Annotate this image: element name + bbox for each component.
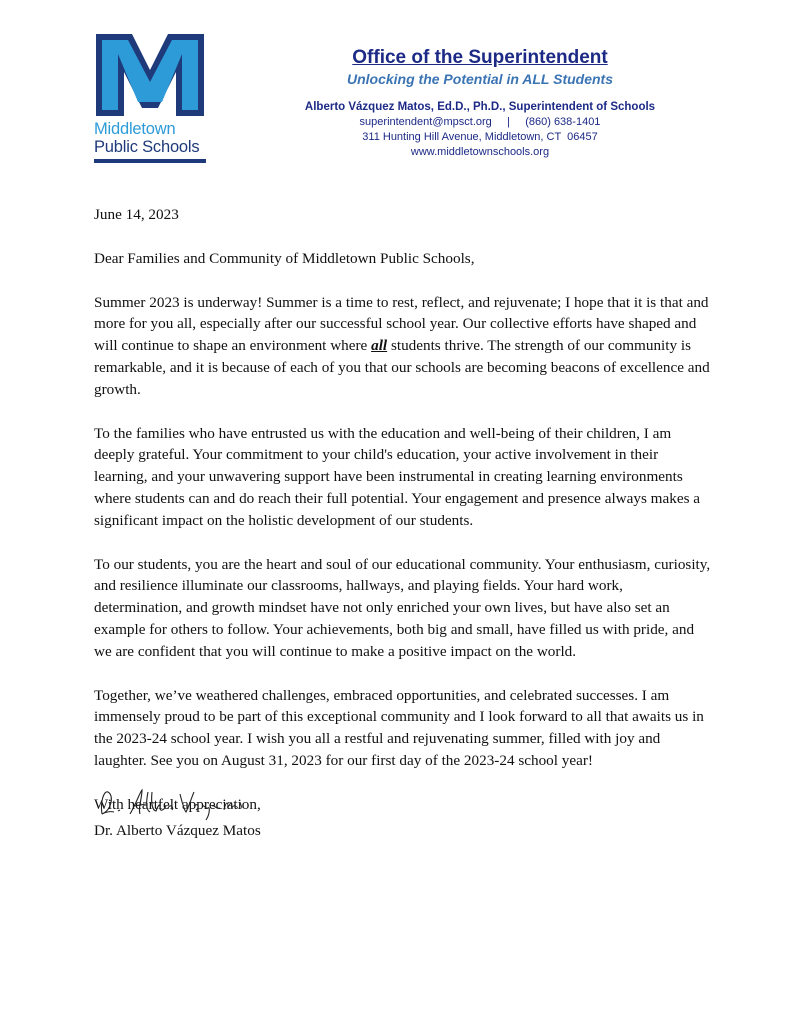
paragraph-3: To our students, you are the heart and soul of our educational community. Your enthusiasm, curiosity, and resilience illuminate our classrooms, hallways, and playing fields. Your hard work, determination, and growth mindset have not only enriched your own lives, but have also set an example for others to follow. Your achievements, both big and small, have filled us with pride, and we are confident that you will continue to make a positive impact on the world. <box>94 555 711 660</box>
paragraph-4: Together, we’ve weathered challenges, embraced opportunities, and celebrated successes. I am immensely proud to be part of this exceptional community and I look forward to all that awaits us in the 2023-24 school year. I wish you all a restful and rejuvenating summer, filled with joy and laughter. See you on August 31, 2023 for our first day of the 2023-24 school year! <box>94 686 704 769</box>
email-phone: superintendent@mpsct.org | (860) 638-1401 <box>359 116 601 128</box>
district-logo <box>94 32 208 163</box>
letter-date: June 14, 2023 <box>94 206 179 223</box>
paragraph-1 <box>94 292 714 401</box>
p1-text-b: students thrive. The strength of our community is remarkable, and it is because of each of you that our schools are becoming beacons of excellence and growth. <box>94 337 710 398</box>
m-logo-icon <box>94 32 206 118</box>
superintendent-name: Alberto Vázquez Matos, Ed.D., Ph.D., Superintendent of Schools <box>304 101 656 113</box>
logo-line-1: Middletown <box>94 120 176 138</box>
logo-underline <box>94 159 206 163</box>
signature-name: Dr. Alberto Vázquez Matos <box>94 822 261 839</box>
letter-body <box>94 204 714 820</box>
closing: With heartfelt appreciation, <box>94 795 261 813</box>
salutation: Dear Families and Community of Middletown Public Schools, <box>94 249 475 267</box>
letterhead <box>250 46 710 160</box>
tagline: Unlocking the Potential in ALL Students <box>346 71 613 87</box>
p1-emphasis: all <box>371 337 388 355</box>
handwritten-signature <box>96 784 246 824</box>
paragraph-2: To the families who have entrusted us with the education and well-being of their children, I am deeply grateful. Your commitment to your child's education, your active involvement in their learning, and your unwavering support have been instrumental in creating learning environments where students can and do reach their full potential. Your engagement and presence always makes a significant impact on the holistic development of our students. <box>94 424 701 529</box>
p1-text-a: Summer 2023 is underway! Summer is a time to rest, reflect, and rejuvenate; I hope that it is that and more for you all, especially after our successful school year. Our collective efforts have shaped and will continue to shape an environment where <box>94 293 709 355</box>
office-title: Office of the Superintendent <box>352 47 608 68</box>
address: 311 Hunting Hill Avenue, Middletown, CT 06457 <box>362 131 598 143</box>
website: www.middletownschools.org <box>410 146 550 158</box>
logo-line-2: Public Schools <box>94 138 200 156</box>
